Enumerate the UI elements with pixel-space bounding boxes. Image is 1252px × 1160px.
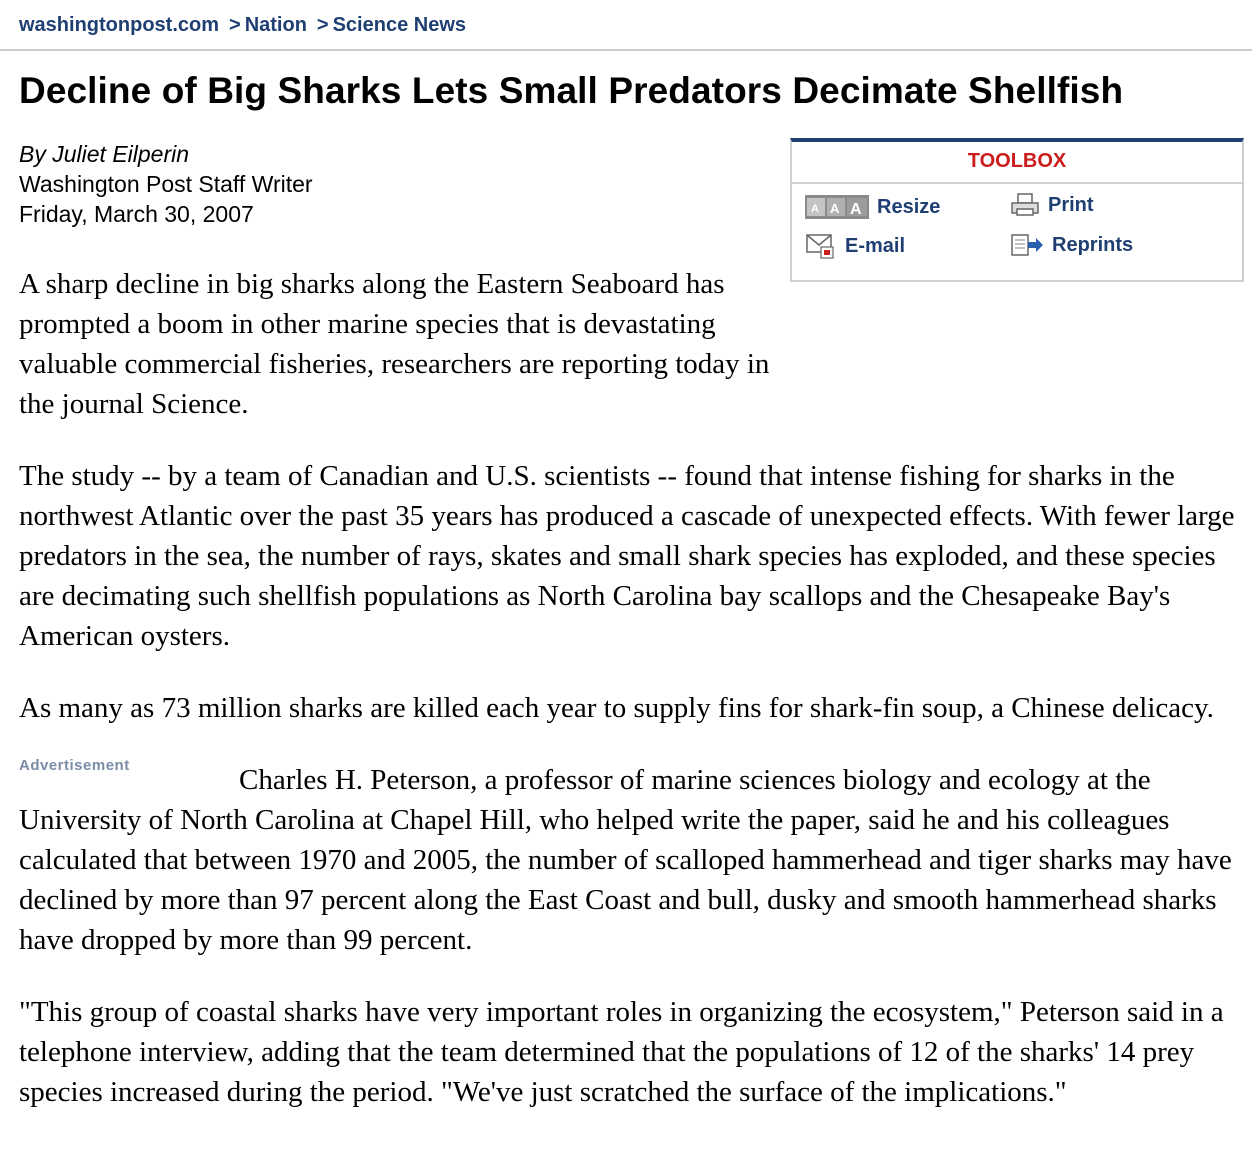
email-label: E-mail xyxy=(845,234,906,257)
article-headline: Decline of Big Sharks Lets Small Predators Decimate Shellfish xyxy=(19,70,1124,111)
svg-text:A: A xyxy=(830,201,840,216)
print-button[interactable] xyxy=(1010,193,1094,217)
toolbox-divider xyxy=(792,182,1242,184)
byline-date: Friday, March 30, 2007 xyxy=(19,201,254,227)
breadcrumb-divider xyxy=(0,49,1252,51)
printer-icon xyxy=(1010,193,1040,217)
toolbox-title: TOOLBOX xyxy=(967,150,1067,172)
email-icon xyxy=(805,233,837,259)
reprints-icon xyxy=(1010,233,1044,257)
breadcrumb xyxy=(19,14,466,42)
byline-author: By Juliet Eilperin xyxy=(19,141,190,167)
article-paragraph: A sharp decline in big sharks along the Eastern Seaboard has prompted a boom in other marine species that is devastating valuable commercial fisheries, researchers are reporting today in the journal Science. xyxy=(19,268,770,420)
reprints-button[interactable] xyxy=(1010,233,1133,257)
breadcrumb-separator: > xyxy=(229,14,241,36)
resize-button[interactable] xyxy=(805,195,940,219)
byline-role: Washington Post Staff Writer xyxy=(19,171,313,197)
breadcrumb-separator: > xyxy=(316,14,329,36)
text-resize-icon xyxy=(805,195,869,219)
email-button[interactable] xyxy=(805,233,905,259)
reprints-label: Reprints xyxy=(1052,233,1134,256)
breadcrumb-link-science-news[interactable]: Science News xyxy=(332,14,467,36)
resize-label: Resize xyxy=(877,195,941,218)
article-paragraph-with-ad xyxy=(19,757,1241,960)
article-paragraph: As many as 73 million sharks are killed each year to supply fins for shark-fin soup, a Chinese delicacy. xyxy=(19,692,1214,724)
toolbox xyxy=(790,138,1244,282)
breadcrumb-link-site[interactable]: washingtonpost.com xyxy=(19,14,219,36)
article-paragraph: Charles H. Peterson, a professor of marine sciences biology and ecology at the University of North Carolina at Chapel Hill, who helped write the paper, said he and his colleagues calculated that between 1970 and 2005, the number of scalloped hammerhead and tiger sharks may have declined by more than 97 percent along the East Coast and bull, dusky and smooth hammerhead sharks have dropped by more than 99 percent. xyxy=(19,764,1232,956)
article-paragraph: The study -- by a team of Canadian and U.S. scientists -- found that intense fishing for sharks in the northwest Atlantic over the past 35 years has produced a cascade of unexpected effects. With fewer large predators in the sea, the number of rays, skates and small shark species has exploded, and these species are decimating such shellfish populations as North Carolina bay scallops and the Chesapeake Bay's American oysters. xyxy=(19,460,1235,652)
article-paragraph: "This group of coastal sharks have very important roles in organizing the ecosystem," Peterson said in a telephone interview, adding that the team determined that the populations of 12 of the sharks' 14 prey species increased during the period. "We've just scratched the surface of the implications." xyxy=(19,996,1224,1108)
svg-text:A: A xyxy=(850,201,862,218)
svg-text:A: A xyxy=(811,203,819,215)
advertisement-label: Advertisement xyxy=(19,757,130,774)
article-body xyxy=(19,264,1241,1144)
breadcrumb-link-nation[interactable]: Nation xyxy=(244,14,307,36)
print-label: Print xyxy=(1048,193,1094,216)
byline xyxy=(19,139,313,229)
